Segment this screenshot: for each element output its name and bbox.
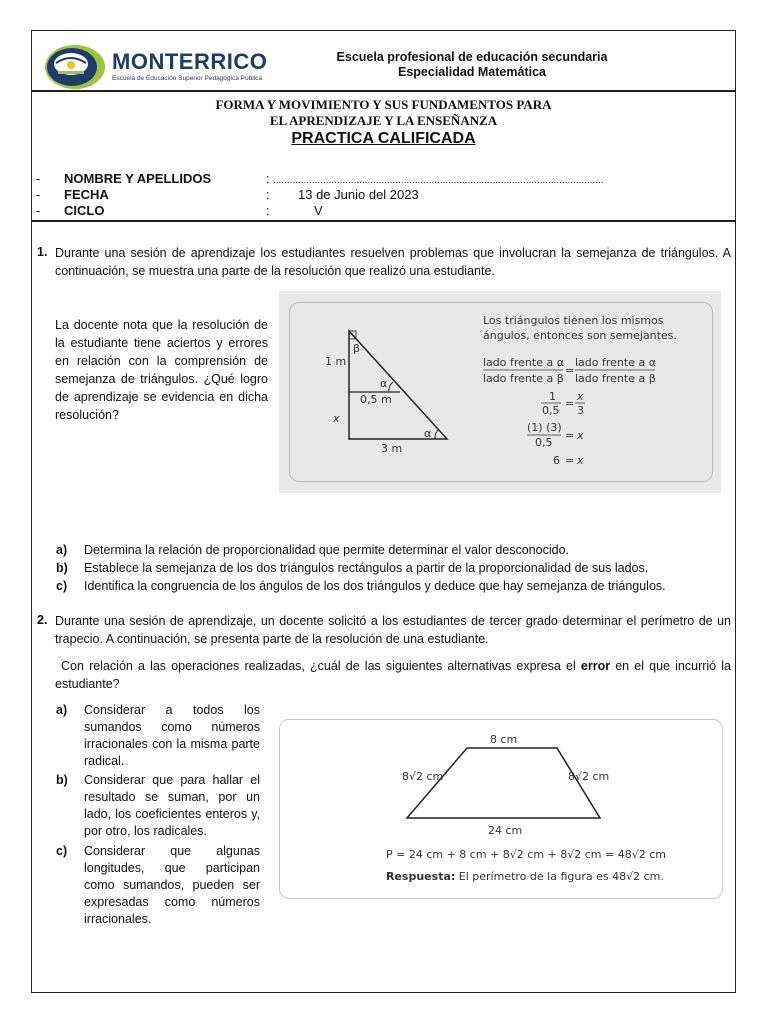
right-side-label: 8√2 cm <box>568 770 610 783</box>
info-label: FECHA <box>64 187 109 202</box>
big-triangle <box>349 331 447 439</box>
label-05m: 0,5 m <box>360 393 392 406</box>
document-page <box>31 30 736 993</box>
label-x: x <box>333 412 340 425</box>
step2-left-den: 0,5 <box>542 404 560 417</box>
school-line2: Especialidad Matemática <box>398 65 546 79</box>
note-line1: Los triángulos tienen los mismos <box>483 314 664 327</box>
trapezoid-shape <box>407 748 600 818</box>
answer-text: El perímetro de la figura es 48√2 cm. <box>455 870 664 883</box>
step3-num: (1) (3) <box>527 421 562 434</box>
prompt-bold: error <box>580 659 611 673</box>
step3-right: x <box>577 429 584 442</box>
question-2-option-c[interactable] <box>56 843 266 933</box>
prompt-text: en el que incurrió la estudiante? <box>55 659 731 691</box>
exam-title: PRACTICA CALIFICADA <box>291 130 476 147</box>
answer-label: Respuesta: <box>386 870 456 883</box>
question-1-option-c[interactable] <box>56 578 726 595</box>
label-3m: 3 m <box>381 442 403 455</box>
step2-right-num: x <box>577 390 584 403</box>
info-label: CICLO <box>64 203 105 218</box>
question-1-number: 1. <box>37 245 48 259</box>
option-text: Considerar a todos los sumandos como números irracionales con la misma parte radical. <box>84 703 260 768</box>
perimeter-formula: P = 24 cm + 8 cm + 8√2 cm + 8√2 cm = 48√2 cm <box>386 848 666 861</box>
info-colon: : <box>266 203 270 218</box>
school-logo <box>44 43 274 91</box>
question-1-option-a[interactable] <box>56 542 726 559</box>
eq-sign: = <box>565 454 575 467</box>
monterrico-emblem-icon <box>44 43 106 91</box>
option-key: b) <box>56 561 68 575</box>
frac-right-num: lado frente a α <box>575 356 656 369</box>
divider <box>32 220 735 222</box>
alpha-label-big: α <box>424 427 432 440</box>
question-2-text: Durante una sesión de aprendizaje, un docente solicitó a los estudiantes de tercer grado determinar el perímetro de un trapecio. A continuación, se presenta parte de la resolución de una estudiante. <box>55 614 731 646</box>
option-text: Establece la semejanza de los dos triángulos rectángulos a partir de la proporcionalidad de sus lados. <box>84 561 649 575</box>
bottom-side-label: 24 cm <box>488 824 523 837</box>
info-label: NOMBRE Y APELLIDOS <box>64 171 212 186</box>
alpha-label-small: α <box>380 377 388 390</box>
question-2-number: 2. <box>37 613 48 627</box>
cycle-value: V <box>314 203 323 218</box>
date-value: 13 de Junio del 2023 <box>298 187 419 202</box>
frac-left-den: lado frente a β <box>483 372 564 385</box>
question-2-figure <box>279 719 723 899</box>
question-1-option-b[interactable] <box>56 560 726 577</box>
beta-label: β <box>353 342 361 355</box>
option-text: Considerar que algunas longitudes, que participan como sumandos, pueden ser expresadas como números irracionales. <box>84 844 260 926</box>
left-side-label: 8√2 cm <box>402 770 444 783</box>
eq-sign: = <box>565 364 575 377</box>
prompt-text: Con relación a las operaciones realizadas, ¿cuál de las siguientes alternativas expresa el <box>61 659 581 673</box>
step4-left: 6 <box>553 454 560 467</box>
name-field[interactable]: ....................................................................................................................... <box>273 175 604 186</box>
info-colon: : <box>266 187 270 202</box>
note-line2: ángulos, entonces son semejantes. <box>483 329 677 342</box>
option-key: c) <box>56 844 68 858</box>
question-2-option-b[interactable] <box>56 772 266 840</box>
eq-sign: = <box>565 397 575 410</box>
question-2-option-a[interactable] <box>56 702 266 770</box>
step2-right-den: 3 <box>577 404 584 417</box>
step4-right: x <box>577 454 584 467</box>
question-1-text: Durante una sesión de aprendizaje los estudiantes resuelven problemas que involucran la semejanza de triángulos. A continuación, se muestra una parte de la resolución que realizó una estudiante. <box>55 246 731 278</box>
triangle-diagram <box>279 291 721 493</box>
divider <box>32 90 735 92</box>
option-key: a) <box>56 543 68 557</box>
top-side-label: 8 cm <box>490 733 518 746</box>
question-2-prompt <box>55 657 731 693</box>
title-block <box>32 97 735 148</box>
answer-line <box>386 870 664 883</box>
question-1-figure <box>279 291 721 493</box>
option-text: Identifica la congruencia de los ángulos de los dos triángulos y deduce que hay semejanza de triángulos. <box>84 579 666 593</box>
frac-right-den: lado frente a β <box>575 372 656 385</box>
info-colon: : <box>266 171 270 186</box>
step2-left-num: 1 <box>549 390 556 403</box>
logo-subtitle: Escuela de Educación Superior Pedagógica Pública <box>112 75 262 82</box>
option-key: a) <box>56 703 68 717</box>
school-line1: Escuela profesional de educación secundaria <box>336 50 608 64</box>
info-dash: - <box>36 171 41 186</box>
trapezoid-diagram <box>280 720 720 896</box>
frac-left-num: lado frente a α <box>483 356 564 369</box>
question-1-prompt: La docente nota que la resolución de la estudiante tiene aciertos y errores en relación con la comprensión de semejanza de triángulos. ¿Qué logro de aprendizaje se evidencia en dicha resolución? <box>55 318 268 422</box>
option-key: b) <box>56 773 68 787</box>
eq-sign: = <box>565 429 575 442</box>
logo-name: MONTERRICO <box>112 49 268 74</box>
option-text: Determina la relación de proporcionalidad que permite determinar el valor desconocido. <box>84 543 569 557</box>
course-title-line2: EL APRENDIZAJE Y LA ENSEÑANZA <box>269 113 498 128</box>
option-key: c) <box>56 579 68 593</box>
info-dash: - <box>36 187 41 202</box>
course-title-line1: FORMA Y MOVIMIENTO Y SUS FUNDAMENTOS PARA <box>215 97 552 112</box>
info-dash: - <box>36 203 41 218</box>
label-1m: 1 m <box>325 355 347 368</box>
step3-den: 0,5 <box>535 436 553 449</box>
school-heading <box>272 50 672 80</box>
option-text: Considerar que para hallar el resultado se suman, por un lado, los coeficientes enteros y, por otro, los radicales. <box>84 773 260 838</box>
